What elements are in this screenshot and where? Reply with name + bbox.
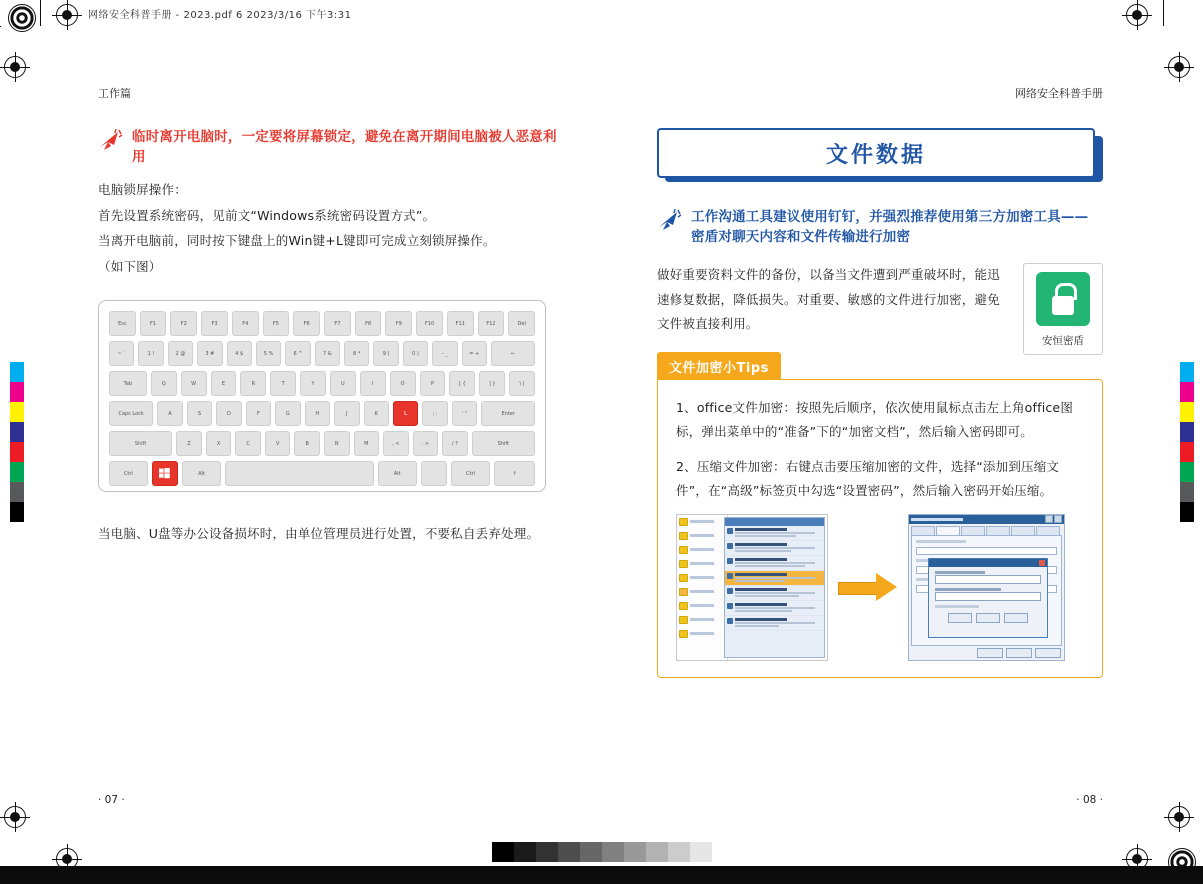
tips-figure	[676, 514, 1084, 661]
key-c: C	[235, 431, 261, 456]
key-shift-right: Shift	[472, 431, 535, 456]
key-capslock: Caps Lock	[109, 401, 153, 426]
left-tip-title: 临时离开电脑时，一定要将屏幕锁定，避免在离开期间电脑被人恶意利用	[132, 129, 557, 165]
registration-target-top-left	[8, 4, 36, 32]
keyboard-row-numbers	[109, 341, 535, 366]
key-5: 5 %	[256, 341, 281, 366]
key-g: G	[275, 401, 300, 426]
crop-mark-top-left	[40, 0, 41, 26]
product-card-caption: 安恒密盾	[1042, 335, 1084, 348]
key-j: J	[334, 401, 359, 426]
key-slash: / ?	[442, 431, 468, 456]
section-banner-title: 文件数据	[825, 142, 926, 168]
key-2: 2 @	[168, 341, 193, 366]
keyboard-row-shift	[109, 431, 535, 456]
registration-mark-right-upper	[1168, 56, 1190, 78]
running-head-left: 工作篇	[98, 87, 131, 100]
key-backspace: ←	[491, 341, 535, 366]
rocket-arrow-icon	[98, 129, 124, 151]
key-m: M	[354, 431, 380, 456]
key-comma: , <	[383, 431, 409, 456]
left-line-2: 首先设置系统密码，见前文“Windows系统密码设置方式”。	[98, 207, 436, 223]
key-f10: F10	[416, 311, 443, 336]
left-tip-block	[98, 128, 568, 167]
key-ctrl-left: Ctrl	[109, 461, 148, 486]
key-7: 7 &	[315, 341, 340, 366]
keyboard-row-function	[109, 311, 535, 336]
tips-item-2: 2、压缩文件加密：右键点击要压缩加密的文件，选择“添加到压缩文件”，在“高级”标签页中勾选“设置密码”，然后输入密码开始压缩。	[676, 458, 1060, 499]
key-h: H	[305, 401, 330, 426]
key-w: W	[181, 371, 207, 396]
key-f11: F11	[447, 311, 474, 336]
key-enter: Enter	[481, 401, 535, 426]
key-tab: Tab	[109, 371, 147, 396]
key-f3: F3	[201, 311, 228, 336]
key-equal: = +	[462, 341, 487, 366]
office-menu-screenshot	[676, 514, 828, 661]
key-f5: F5	[263, 311, 290, 336]
keyboard-row-qwerty	[109, 371, 535, 396]
rocket-arrow-icon-blue	[657, 209, 683, 231]
key-alt-right: Alt	[378, 461, 417, 486]
key-x: X	[206, 431, 232, 456]
key-9: 9 (	[373, 341, 398, 366]
winrar-password-dialog-screenshot	[908, 514, 1065, 661]
key-f7: F7	[324, 311, 351, 336]
key-f8: F8	[355, 311, 382, 336]
key-6: 6 ^	[285, 341, 310, 366]
key-space	[225, 461, 374, 486]
key-f9: F9	[385, 311, 412, 336]
section-banner	[657, 128, 1103, 174]
key-0: 0 )	[403, 341, 428, 366]
key-del: Del	[508, 311, 535, 336]
registration-mark-left-lower	[4, 806, 26, 828]
key-f12: F12	[478, 311, 505, 336]
right-tip-title: 工作沟通工具建议使用钉钉，并强烈推荐使用第三方加密工具——密盾对聊天内容和文件传输进行加密	[691, 209, 1089, 245]
key-y: Y	[300, 371, 326, 396]
registration-mark-left-upper	[4, 56, 26, 78]
key-backslash: \ |	[509, 371, 535, 396]
keyboard-row-bottom	[109, 461, 535, 486]
tips-panel-tab: 文件加密小Tips	[657, 352, 781, 380]
key-alt-left: Alt	[182, 461, 221, 486]
key-period: . >	[413, 431, 439, 456]
key-p: P	[420, 371, 446, 396]
right-paragraph: 做好重要资料文件的备份，以备当文件遭到严重破坏时，能迅速修复数据，降低损失。对重要、敏感的文件进行加密，避免文件被直接利用。	[657, 267, 1000, 331]
key-k: K	[364, 401, 389, 426]
key-windows-highlighted	[152, 461, 178, 486]
crop-mark-top-right	[1163, 0, 1164, 26]
key-r: R	[240, 371, 266, 396]
key-8: 8 *	[344, 341, 369, 366]
crop-mark-edge	[0, 26, 1, 27]
folio-left: · 07 ·	[98, 794, 125, 806]
key-arrow-cluster	[494, 461, 535, 486]
key-tilde: ~ `	[109, 341, 134, 366]
key-q: Q	[151, 371, 177, 396]
left-page-content	[98, 128, 568, 280]
tips-panel	[657, 352, 1103, 678]
registration-mark-top-right	[1126, 4, 1148, 26]
gray-step-wedge	[492, 842, 712, 862]
color-bar-left	[10, 362, 24, 522]
key-u: U	[330, 371, 356, 396]
key-i: I	[360, 371, 386, 396]
bottom-black-band	[0, 866, 1203, 884]
left-line-3: 当离开电脑前，同时按下键盘上的Win键+L键即可完成立刻锁屏操作。	[98, 233, 496, 249]
key-1: 1 !	[138, 341, 163, 366]
key-l-highlighted: L	[393, 401, 418, 426]
key-quote: ' "	[452, 401, 477, 426]
running-head-right: 网络安全科普手册	[1015, 87, 1103, 100]
product-card-midun	[1023, 263, 1103, 355]
key-s: S	[187, 401, 212, 426]
key-t: T	[270, 371, 296, 396]
key-f4: F4	[232, 311, 259, 336]
key-e: E	[211, 371, 237, 396]
key-bracket-left: [ {	[449, 371, 475, 396]
right-tip-block	[657, 208, 1103, 247]
tips-item-1: 1、office文件加密：按照先后顺序，依次使用鼠标点击左上角office图标，弹出菜单中的“准备”下的“加密文档”，然后输入密码即可。	[676, 400, 1074, 440]
key-shift-left: Shift	[109, 431, 172, 456]
key-bracket-right: ] }	[479, 371, 505, 396]
key-a: A	[157, 401, 182, 426]
registration-mark-top-left	[56, 4, 78, 26]
key-4: 4 $	[227, 341, 252, 366]
right-page-content	[657, 128, 1103, 355]
keyboard-illustration	[98, 300, 546, 492]
key-f6: F6	[293, 311, 320, 336]
key-n: N	[324, 431, 350, 456]
tips-panel-body	[657, 379, 1103, 678]
key-v: V	[265, 431, 291, 456]
left-line-1: 电脑锁屏操作：	[98, 182, 187, 198]
key-b: B	[294, 431, 320, 456]
key-arrow-up: ↑	[512, 470, 517, 477]
key-ctrl-right: Ctrl	[451, 461, 490, 486]
key-fn	[421, 461, 447, 486]
left-bottom-note: 当电脑、U盘等办公设备损坏时，由单位管理员进行处置，不要私自丢弃处理。	[98, 526, 540, 541]
folio-right: · 08 ·	[1076, 794, 1103, 806]
key-f2: F2	[170, 311, 197, 336]
key-minus: - _	[432, 341, 457, 366]
key-semicolon: ; :	[422, 401, 447, 426]
registration-mark-right-lower	[1168, 806, 1190, 828]
arrow-right-icon	[838, 573, 898, 601]
color-bar-right	[1180, 362, 1194, 522]
key-f: F	[246, 401, 271, 426]
key-o: O	[390, 371, 416, 396]
key-3: 3 #	[197, 341, 222, 366]
pdf-header-text: 网络安全科普手册 - 2023.pdf 6 2023/3/16 下午3:31	[88, 10, 352, 21]
padlock-icon	[1036, 272, 1090, 326]
key-z: Z	[176, 431, 202, 456]
keyboard-row-home	[109, 401, 535, 426]
left-line-4: （如下图）	[98, 259, 162, 274]
key-esc: Esc	[109, 311, 136, 336]
key-d: D	[216, 401, 241, 426]
key-f1: F1	[140, 311, 167, 336]
